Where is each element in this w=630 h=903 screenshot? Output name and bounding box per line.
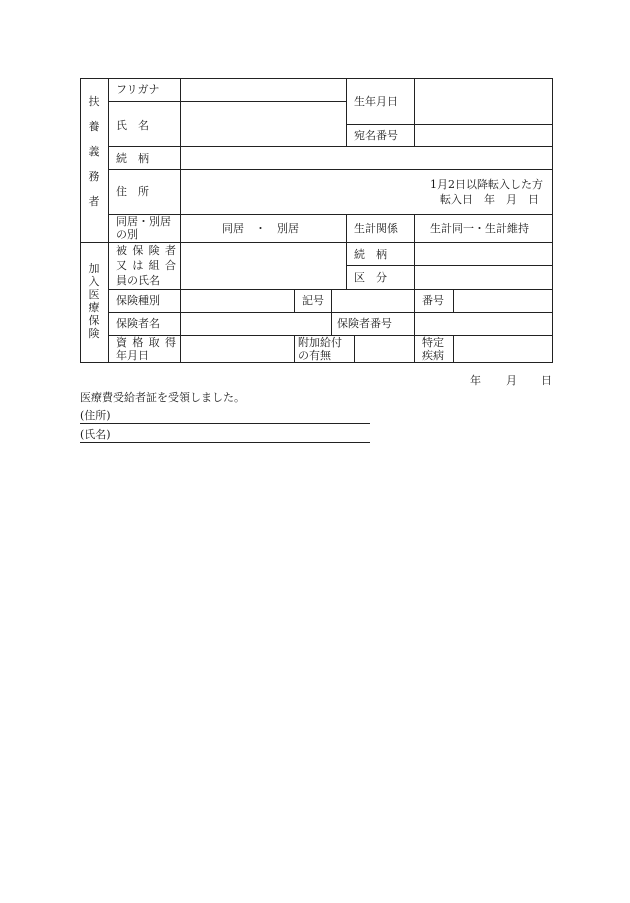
address-input[interactable] bbox=[181, 170, 421, 214]
insurance-section-header: 加 入 医 療 保 険 bbox=[88, 262, 100, 340]
name-field-label: (氏名) bbox=[80, 428, 111, 441]
insured-label-2: 又は組合 bbox=[116, 259, 176, 272]
specified-disease-label-2: 疾病 bbox=[422, 349, 444, 362]
insured-label-1: 被保険者 bbox=[116, 244, 176, 257]
additional-benefit-input[interactable] bbox=[355, 336, 414, 362]
receipt-statement: 医療費受給者証を受領しました。 bbox=[80, 391, 245, 404]
date-month: 月 bbox=[506, 374, 517, 387]
insured-relationship-input[interactable] bbox=[415, 243, 552, 265]
additional-benefit-label-1: 附加給付 bbox=[298, 336, 342, 349]
date-day: 日 bbox=[541, 374, 552, 387]
date-year: 年 bbox=[470, 374, 481, 387]
insured-name-input[interactable] bbox=[181, 243, 346, 289]
cohabit-label-1: 同居・別居 bbox=[116, 215, 171, 228]
insurer-number-label: 保険者番号 bbox=[337, 317, 392, 330]
address-signature-line[interactable] bbox=[80, 423, 370, 424]
symbol-input[interactable] bbox=[332, 290, 414, 312]
relationship-label: 続 柄 bbox=[116, 152, 149, 165]
insurance-type-input[interactable] bbox=[181, 290, 294, 312]
address-field-label: (住所) bbox=[80, 409, 111, 422]
address-number-label: 宛名番号 bbox=[354, 129, 398, 142]
number-label: 番号 bbox=[422, 294, 444, 307]
address-number-input[interactable] bbox=[415, 125, 552, 146]
insurer-number-input[interactable] bbox=[415, 313, 552, 335]
qualification-label-1: 資格取得 bbox=[116, 336, 176, 349]
livelihood-label: 生計関係 bbox=[354, 222, 398, 235]
specified-disease-input[interactable] bbox=[454, 336, 552, 362]
qualification-label-2: 年月日 bbox=[116, 349, 149, 362]
insurer-name-label: 保険者名 bbox=[116, 317, 160, 330]
additional-benefit-label-2: の有無 bbox=[298, 349, 331, 362]
cohabit-options[interactable]: 同居 ・ 別居 bbox=[222, 222, 299, 235]
category-label: 区 分 bbox=[354, 271, 387, 284]
moved-in-note: 1月2日以降転入した方 bbox=[430, 178, 543, 191]
insured-relationship-label: 続 柄 bbox=[354, 248, 387, 261]
moved-in-date: 転入日 年 月 日 bbox=[440, 193, 539, 206]
supporter-section-header: 扶 養 義 務 者 bbox=[88, 95, 100, 208]
cohabit-label-2: の別 bbox=[116, 228, 138, 241]
birthdate-input[interactable] bbox=[415, 79, 552, 124]
number-input[interactable] bbox=[454, 290, 552, 312]
relationship-input[interactable] bbox=[181, 147, 552, 169]
furigana-label: フリガナ bbox=[116, 83, 160, 96]
insured-label-3: 員の氏名 bbox=[116, 274, 160, 287]
insurer-name-input[interactable] bbox=[181, 313, 331, 335]
livelihood-options[interactable]: 生計同一・生計維持 bbox=[430, 222, 529, 235]
name-input[interactable] bbox=[181, 102, 346, 146]
furigana-input[interactable] bbox=[181, 79, 346, 101]
birthdate-label: 生年月日 bbox=[354, 95, 398, 108]
name-label: 氏 名 bbox=[116, 119, 149, 132]
qualification-date-input[interactable] bbox=[181, 336, 294, 362]
insurance-type-label: 保険種別 bbox=[116, 294, 160, 307]
specified-disease-label-1: 特定 bbox=[422, 336, 444, 349]
symbol-label: 記号 bbox=[302, 294, 324, 307]
name-signature-line[interactable] bbox=[80, 442, 370, 443]
address-label: 住 所 bbox=[116, 185, 149, 198]
category-input[interactable] bbox=[415, 266, 552, 289]
